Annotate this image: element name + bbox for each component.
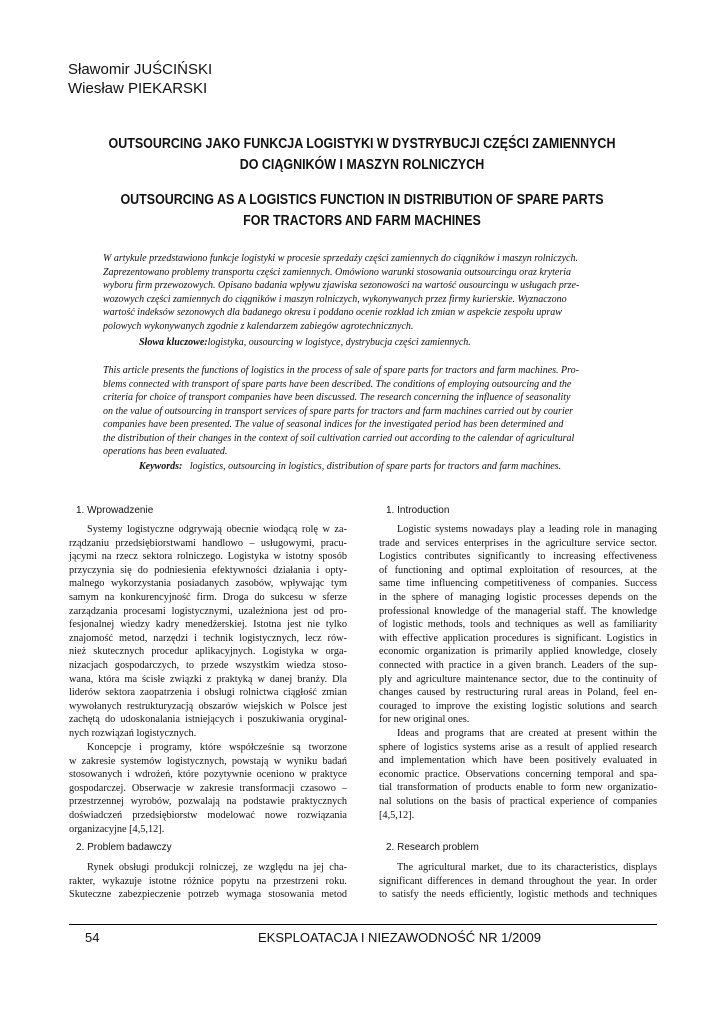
text-line: operations has been evaluated. <box>103 446 228 457</box>
text-line: companies have been presented. The value of seasonal indices for the investigated period has been determined and <box>103 419 564 430</box>
text-line: same time influencing competitiveness of companies. Success <box>379 578 657 590</box>
text-line: Zaprezentowano problemy transportu części zamiennych. Omówiono warunki stosowania outsourcingu oraz kryteria <box>103 266 572 278</box>
text-line: connected with practice in a given branch. Leaders of the sup- <box>379 659 657 671</box>
section-heading-introduction: 1. Introduction <box>386 505 450 516</box>
keywords-english <box>139 460 561 474</box>
page-number: 54 <box>85 930 100 945</box>
text-line: zachętą do udoskonalania istniejących i poszukiwania oryginal- <box>69 714 347 726</box>
keywords-polish-label: Słowa kluczowe: <box>139 337 208 348</box>
text-line: Logistic systems nowadays play a leading role in managing <box>397 524 657 535</box>
text-line: zarządzania procesami logistycznymi, uzależniona jest od pro- <box>69 605 347 617</box>
text-line: Rynek obsługi produkcji rolniczej, ze względu na jej cha- <box>87 862 347 873</box>
text-line: changes caused by restructuring rural areas in Poland, feel en- <box>379 687 657 699</box>
text-line: Logistics contributes significantly to increasing effectiveness <box>379 551 657 563</box>
text-line: criteria for choice of transport companies have been discussed. The research concerning the influence of seasonality <box>103 392 571 403</box>
text-line: and implementation which have been positively evaluated in <box>379 755 657 767</box>
text-line: couraged to improve the existing logistic solutions and search <box>379 700 657 712</box>
text-line: liderów sektora zaopatrzenia i obsługi rolnictwa ciągłość zmian <box>69 687 347 699</box>
right-section1-paragraph2 <box>379 727 657 822</box>
text-line: polowych wykonywanych zgodnie z kalendarzem zabiegów agrotechnicznych. <box>103 320 414 332</box>
text-line: wyboru firm przewozowych. Opisano badania wpływu zjawiska sezonowości na wartość ousourcingu w usługach prze- <box>103 280 580 291</box>
keywords-english-label: Keywords: <box>139 461 183 472</box>
text-line: wana, która ma ścisłe związki z praktyką w danej branży. Dla <box>69 673 347 685</box>
text-line: znajomość metod, narzędzi i technik logistycznych, lecz rów- <box>69 632 347 644</box>
left-section1-paragraph2 <box>69 741 347 836</box>
text-line: tial transformation of products enable to form new organizatio- <box>379 782 657 794</box>
author-2: Wiesław PIEKARSKI <box>68 80 208 97</box>
title-polish-line-2: DO CIĄGNIKÓW I MASZYN ROLNICZYCH <box>239 157 485 173</box>
text-line: significant differences in demand throughout the year. In order <box>379 875 657 887</box>
journal-name: EKSPLOATACJA I NIEZAWODNOŚĆ NR 1/2009 <box>258 930 541 945</box>
right-section2-paragraph1 <box>379 861 657 902</box>
text-line: rządzaniu przedsiębiorstwami handlowo – usługowymi, pracu- <box>69 537 347 549</box>
text-line: wozowych części zamiennych do ciągników i maszyn rolniczych, wykonywanych przez firmy kurierskie. Wyznaczono <box>103 293 567 305</box>
text-line: blems connected with transport of spare parts have been described. The conditions of employing outsourcing and the <box>103 378 572 390</box>
keywords-polish <box>139 336 471 350</box>
text-line: samym na konkurencyjność firm. Droga do sukcesu w sferze <box>69 591 347 603</box>
text-line: gospodarczej. Obserwacje w zakresie transformacji czasowo – <box>69 782 347 794</box>
text-line: economic organization is primarily applied knowledge, closely <box>379 646 657 658</box>
text-line: W artykule przedstawiono funkcje logistyki w procesie sprzedaży części zamiennych do ciągników i maszyn rolniczych. <box>103 253 578 264</box>
text-line: w zakresie systemów logistycznych, powstają w wyniku badań <box>69 755 347 767</box>
text-line: organizacyjne [4,5,12]. <box>69 823 165 835</box>
text-line: professional knowledge of the managerial staff. The knowledge <box>379 605 657 617</box>
text-line: nież skutecznych procedur aplikacyjnych. Logistyka w orga- <box>69 646 347 658</box>
text-line: doświadczeń przedsiębiorstw modelować nowe rozwiązania <box>69 809 347 821</box>
text-line: [4,5,12]. <box>379 809 415 821</box>
text-line: nal solutions on the basis of practical experience of companies <box>379 795 657 807</box>
section-heading-problem-badawczy: 2. Problem badawczy <box>76 842 172 853</box>
text-line: Systemy logistyczne odgrywają obecnie wiodącą rolę w za- <box>87 524 347 535</box>
section-heading-research-problem: 2. Research problem <box>386 842 479 853</box>
text-line: The agricultural market, due to its characteristics, displays <box>397 862 657 873</box>
text-line: to satisfy the needs efficiently, logistic methods and techniques <box>379 889 657 901</box>
right-section1-paragraph1 <box>379 523 657 727</box>
text-line: with effective application procedures is significant. Logistics in <box>379 632 657 644</box>
section-heading-wprowadzenie: 1. Wprowadzenie <box>76 505 154 516</box>
abstract-english <box>103 364 621 459</box>
title-english <box>102 190 621 232</box>
title-polish <box>102 134 621 176</box>
text-line: przestrzennej wyrobów, pozwalają na podstawie praktycznych <box>69 796 347 808</box>
text-line: malnego wykorzystania posiadanych zasobów, wpływając tym <box>69 578 347 590</box>
text-line: Koncepcje i programy, które współcześnie są tworzone <box>87 742 347 753</box>
text-line: rakter, wykazuje istotne różnice popytu na przestrzeni roku. <box>69 875 347 887</box>
left-section2-paragraph1 <box>69 861 347 902</box>
title-polish-line-1: OUTSOURCING JAKO FUNKCJA LOGISTYKI W DYSTRYBUCJI CZĘŚCI ZAMIENNYCH <box>108 136 616 152</box>
text-line: wartość indeksów sezonowych dla badanego okresu i poddano ocenie rozkład ich zmian w aspekcie zespołu upraw <box>103 307 562 318</box>
text-line: in the sphere of managing logistic processes depends on the <box>379 591 657 603</box>
text-line: jącymi na rzecz sektora rolniczego. Logistyka w istotny sposób <box>69 551 347 563</box>
text-line: ply and agriculture maintenance sector, due to the continuity of <box>379 673 657 685</box>
text-line: przyczynia się do podniesienia efektywności działania i opty- <box>69 564 347 576</box>
footer-divider <box>69 924 657 925</box>
text-line: Skuteczne zabezpieczenie potrzeb wymaga stosowania metod <box>69 889 347 901</box>
left-section1-paragraph1 <box>69 523 347 741</box>
author-1: Sławomir JUŚCIŃSKI <box>68 61 213 78</box>
text-line: of functioning and optimal exploitation of resources, at the <box>379 564 657 576</box>
title-english-line-2: FOR TRACTORS AND FARM MACHINES <box>243 213 481 229</box>
text-line: of logistic methods, tools and techniques as well as familiarity <box>379 619 657 631</box>
text-line: fesjonalnej wiedzy kadry menedżerskiej. Istotna jest nie tylko <box>69 619 347 631</box>
text-line: trade and services enterprises in the agriculture service sector. <box>379 537 657 549</box>
abstract-polish <box>103 252 621 333</box>
keywords-polish-text: logistyka, ousourcing w logistyce, dystrybucja części zamiennych. <box>207 337 471 348</box>
text-line: on the value of outsourcing in transport services of spare parts for tractors and farm machines carried out by courier <box>103 405 574 417</box>
text-line: nych rozwiązań logistycznych. <box>69 727 197 739</box>
keywords-english-text: logistics, outsourcing in logistics, distribution of spare parts for tractors and farm machines. <box>189 461 562 472</box>
text-line: This article presents the functions of logistics in the process of sale of spare parts for tractors and farm machines. Pro- <box>103 365 580 376</box>
text-line: sphere of logistics systems arise as a result of applied research <box>379 741 657 753</box>
text-line: Ideas and programs that are created at present within the <box>397 728 657 739</box>
text-line: economic practice. Observations concerning temporal and spa- <box>379 768 657 780</box>
text-line: nizacjach gospodarczych, to przede wszystkim wiedza stoso- <box>69 659 347 671</box>
text-line: wywołanych restrukturyzacją obszarów wiejskich w Polsce jest <box>69 700 347 712</box>
text-line: the distribution of their changes in the context of soil cultivation carried out according to the calendar of agricultural <box>103 432 575 444</box>
text-line: for new original ones. <box>379 714 470 726</box>
text-line: stosowanych i wdrożeń, które pozytywnie oceniono w praktyce <box>69 769 347 781</box>
title-english-line-1: OUTSOURCING AS A LOGISTICS FUNCTION IN DISTRIBUTION OF SPARE PARTS <box>120 192 604 208</box>
author-list <box>68 60 212 98</box>
